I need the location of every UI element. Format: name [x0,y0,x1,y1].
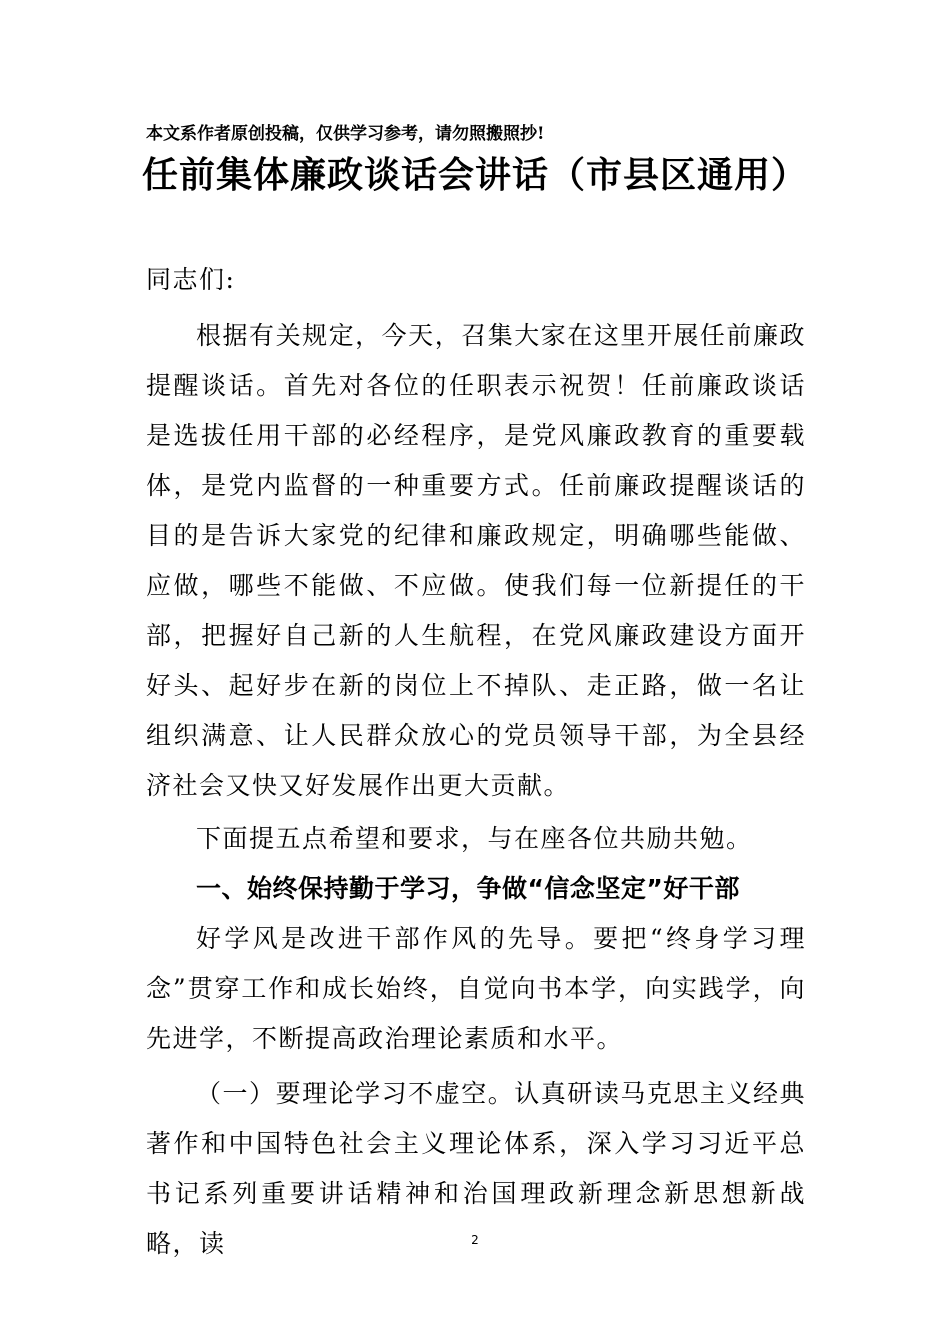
page-number: 2 [471,1233,479,1247]
section-1-intro: 好学风是改进干部作风的先导。要把“终身学习理念”贯穿工作和成长始终，自觉向书本学，向实践学，向先进学，不断提高政治理论素质和水平。 [146,924,806,1053]
section-1-sub-1: （一）要理论学习不虚空。认真研读马克思主义经典著作和中国特色社会主义理论体系，深入学习习近平总书记系列重要讲话精神和治国理政新理念新思想新战略，读 [146,1079,806,1258]
greeting: 同志们: [146,265,236,294]
paragraph-requirements: 下面提五点希望和要求，与在座各位共励共勉。 [196,824,753,853]
paragraph-intro: 根据有关规定，今天，召集大家在这里开展任前廉政提醒谈话。首先对各位的任职表示祝贺！任前廉政谈话是选拔任用干部的必经程序，是党风廉政教育的重要载体，是党内监督的一种重要方式。任前廉政提醒谈话的目的是告诉大家党的纪律和廉政规定，明确哪些能做、应做，哪些不能做、不应做。使我们每一位新提任的干部，把握好自己新的人生航程，在党风廉政建设方面开好头、起好步在新的岗位上不掉队、走正路，做一名让组织满意、让人民群众放心的党员领导干部，为全县经济社会又快又好发展作出更大贡献。 [146,321,806,800]
document-title: 任前集体廉政谈话会讲话（市县区通用） [141,154,808,196]
section-heading-1: 一、始终保持勤于学习，争做“信念坚定”好干部 [196,874,740,903]
copyright-notice: 本文系作者原创投稿，仅供学习参考，请勿照搬照抄! [146,124,545,144]
document-body [146,255,806,1269]
